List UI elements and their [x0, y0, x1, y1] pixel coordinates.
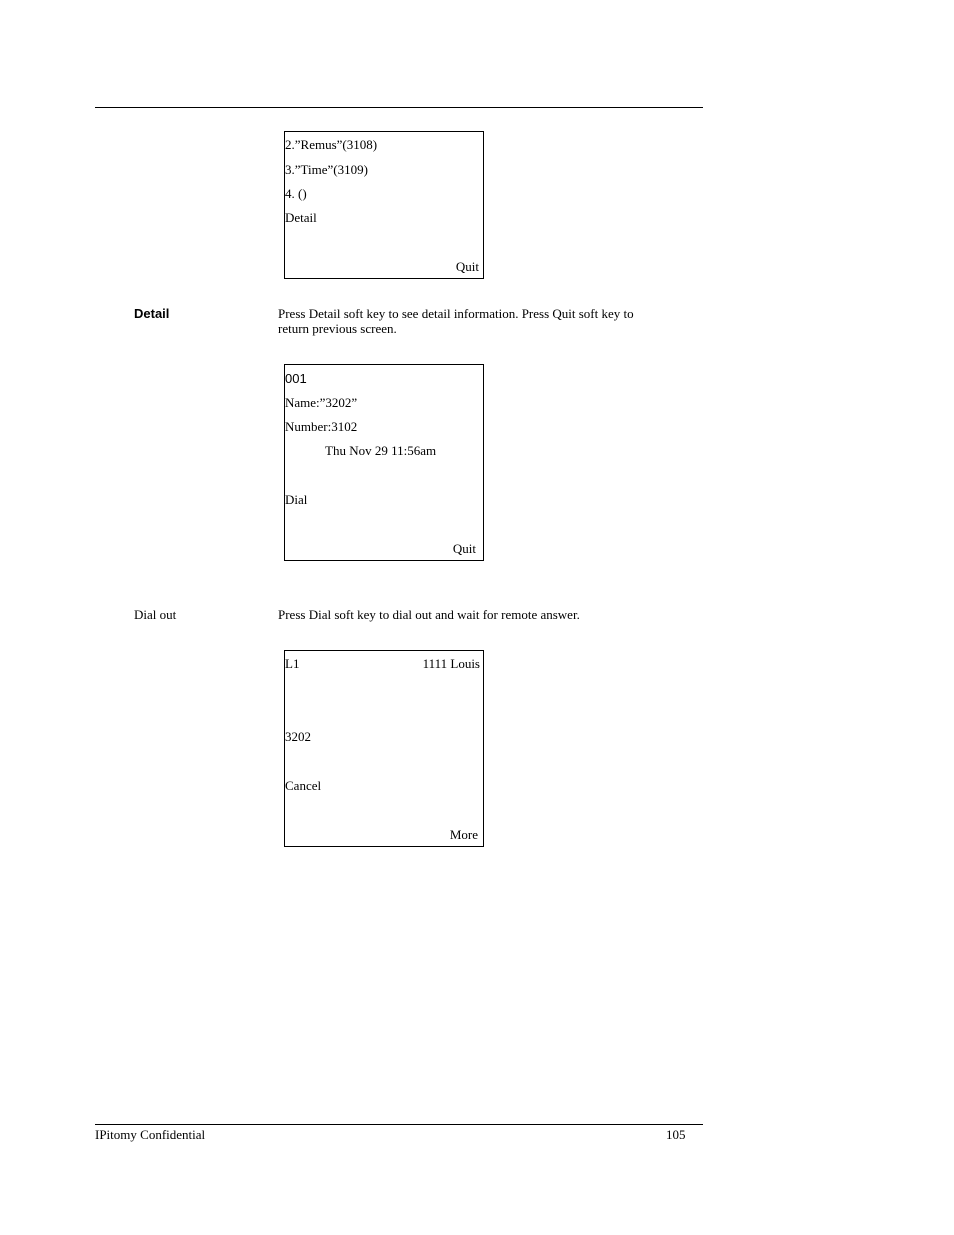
- page-number: 105: [666, 1127, 686, 1142]
- detail-section-label: Detail: [134, 306, 170, 321]
- list-item[interactable]: 4. (): [285, 186, 307, 201]
- more-softkey[interactable]: More: [449, 827, 478, 842]
- entry-name: Name:”3202”: [285, 395, 358, 410]
- phone-screen-list: [284, 131, 484, 279]
- dial-softkey[interactable]: Dial: [285, 492, 308, 507]
- quit-softkey[interactable]: Quit: [452, 541, 476, 556]
- entry-datetime: Thu Nov 29 11:56am: [325, 443, 437, 458]
- list-item[interactable]: 2.”Remus”(3108): [285, 137, 378, 152]
- phone-screen-dialing: [284, 650, 484, 847]
- footer-confidential: IPitomy Confidential: [95, 1127, 206, 1142]
- entry-index: 001: [285, 371, 307, 386]
- footer-rule: [95, 1124, 703, 1125]
- cancel-softkey[interactable]: Cancel: [285, 778, 322, 793]
- header-rule: [95, 107, 703, 108]
- detail-section-description: Press Detail soft key to see detail information. Press Quit soft key to return previous screen.: [278, 306, 634, 336]
- line-indicator: L1: [285, 656, 300, 671]
- quit-softkey[interactable]: Quit: [455, 259, 479, 274]
- dialed-number: 3202: [285, 729, 311, 744]
- entry-number: Number:3102: [285, 419, 358, 434]
- phone-screen-detail: [284, 364, 484, 561]
- list-item[interactable]: 3.”Time”(3109): [285, 162, 368, 177]
- detail-softkey[interactable]: Detail: [285, 210, 317, 225]
- dial-section-description: Press Dial soft key to dial out and wait for remote answer.: [278, 607, 580, 622]
- caller-id: 1111 Louis: [422, 656, 480, 671]
- dial-section-label: Dial out: [134, 607, 177, 622]
